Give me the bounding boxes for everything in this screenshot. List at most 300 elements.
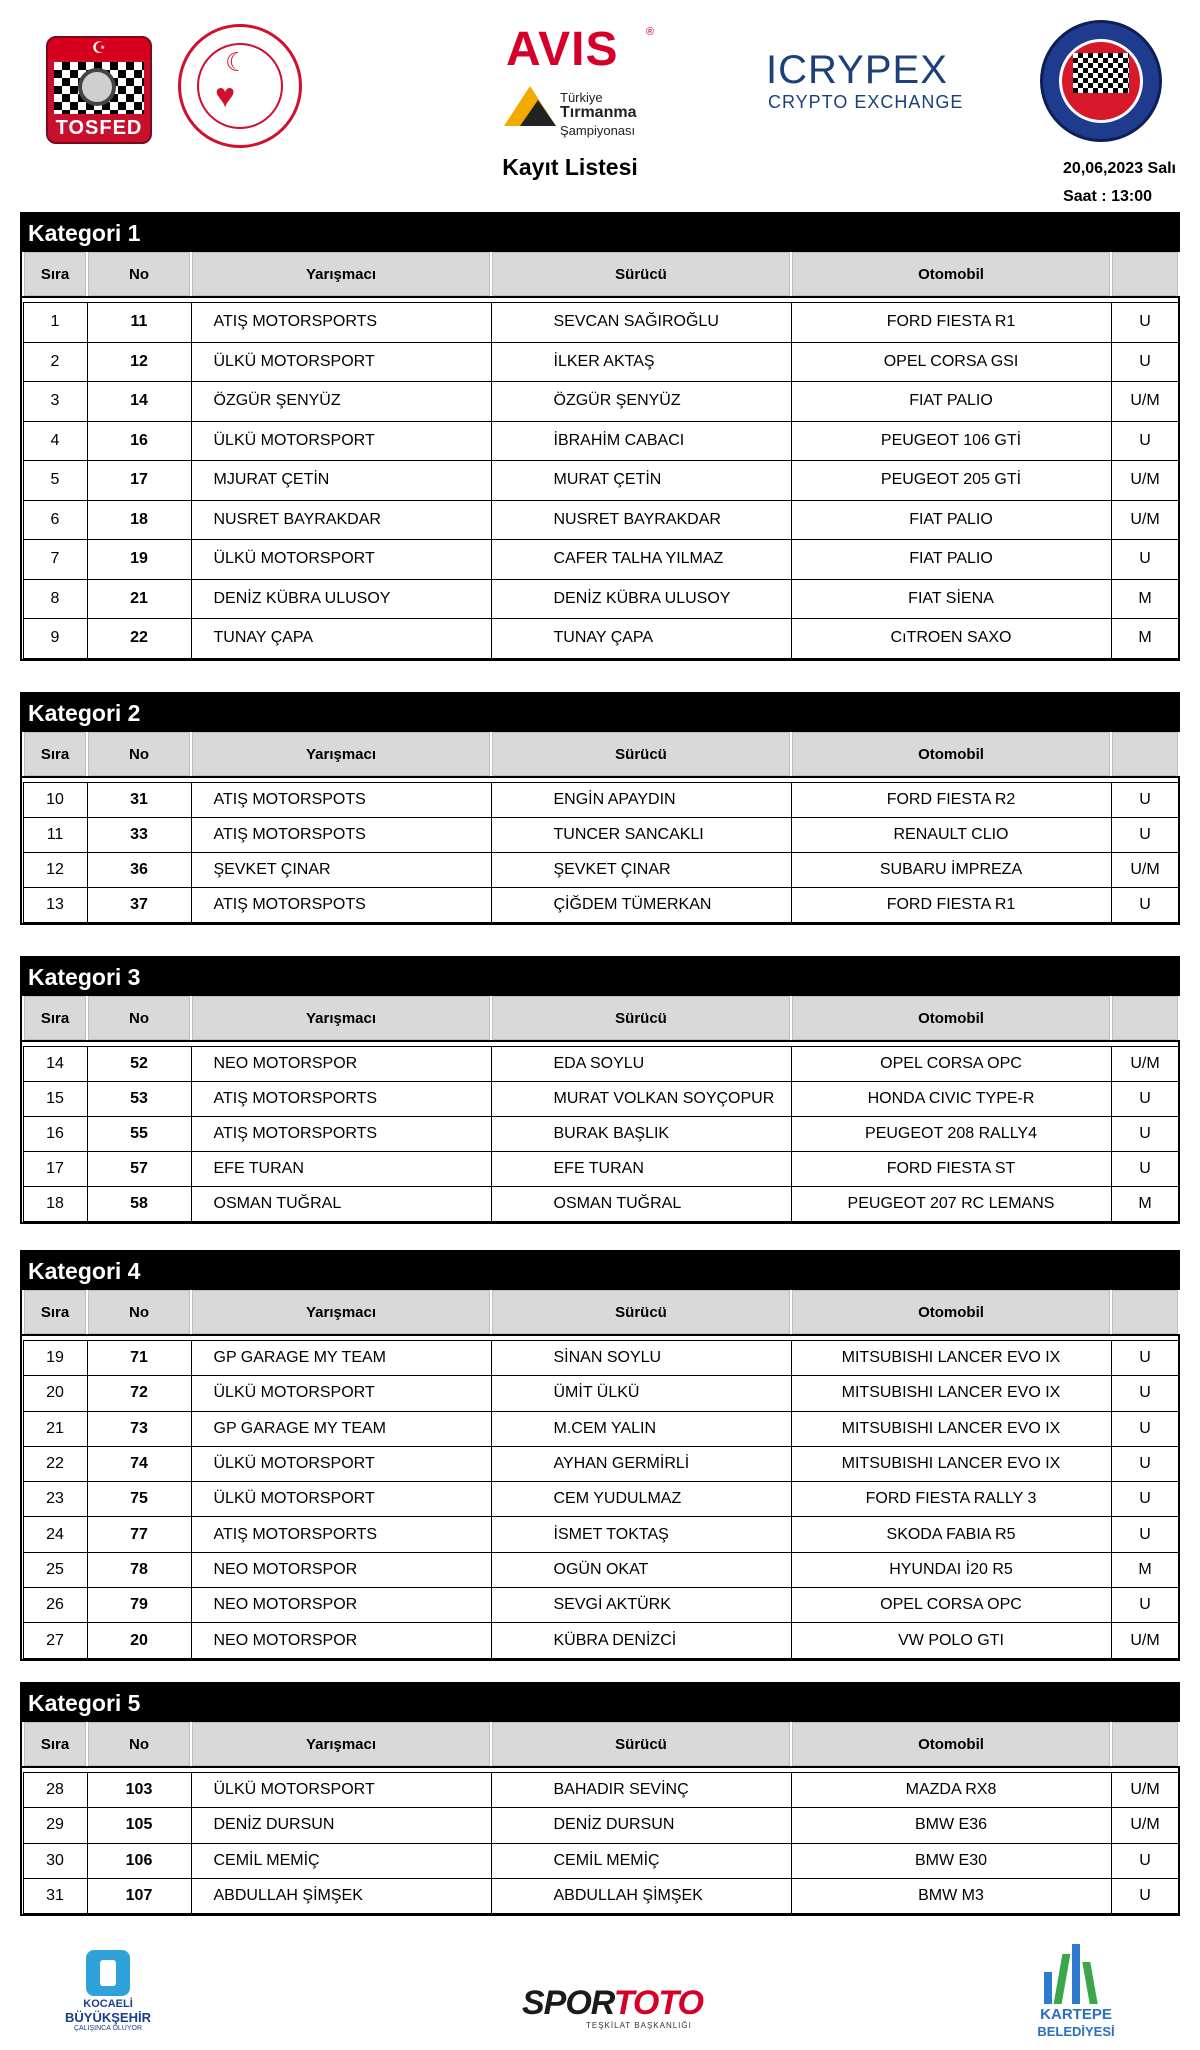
cell-sira: 19	[23, 1341, 87, 1376]
sportoto-logo-text	[522, 1984, 722, 2023]
championship-type: Tırmanma	[560, 104, 637, 121]
cell-otomobil: FIAT PALIO	[791, 540, 1111, 580]
table-row	[23, 1117, 1179, 1152]
cell-no: 14	[87, 382, 191, 422]
cell-yarismaci: ATIŞ MOTORSPOTS	[191, 818, 491, 853]
cell-surucu: CEMİL MEMİÇ	[491, 1843, 791, 1878]
cell-yarismaci: NEO MOTORSPOR	[191, 1552, 491, 1587]
cell-sira: 17	[23, 1152, 87, 1187]
cell-otomobil: FORD FIESTA RALLY 3	[791, 1482, 1111, 1517]
cell-sira: 3	[23, 382, 87, 422]
table-row	[23, 1843, 1179, 1878]
cell-otomobil: BMW E36	[791, 1808, 1111, 1843]
table-row	[23, 1187, 1179, 1222]
cell-no: 71	[87, 1341, 191, 1376]
cell-otomobil: PEUGEOT 207 RC LEMANS	[791, 1187, 1111, 1222]
cell-sinif: U	[1111, 1517, 1179, 1552]
cell-sinif: U	[1111, 1341, 1179, 1376]
cell-surucu: ÜMİT ÜLKÜ	[491, 1376, 791, 1411]
cell-surucu: SİNAN SOYLU	[491, 1341, 791, 1376]
avis-logo	[500, 22, 670, 142]
cell-surucu: SEVGİ AKTÜRK	[491, 1588, 791, 1623]
cell-surucu: DENİZ KÜBRA ULUSOY	[491, 579, 791, 619]
cell-surucu: BURAK BAŞLIK	[491, 1117, 791, 1152]
cell-sira: 25	[23, 1552, 87, 1587]
cell-sinif: U	[1111, 1376, 1179, 1411]
category-table	[22, 252, 1180, 659]
cell-yarismaci: ATIŞ MOTORSPORTS	[191, 1082, 491, 1117]
cell-yarismaci: ATIŞ MOTORSPORTS	[191, 1517, 491, 1552]
table-row	[23, 1376, 1179, 1411]
header-no: No	[87, 1722, 191, 1767]
table-row	[23, 1808, 1179, 1843]
header-otomobil: Otomobil	[791, 252, 1111, 297]
avis-logo-text: AVIS	[506, 23, 619, 76]
cell-yarismaci: ÜLKÜ MOTORSPORT	[191, 1446, 491, 1481]
cell-yarismaci: ÜLKÜ MOTORSPORT	[191, 1376, 491, 1411]
tosfed-logo	[46, 36, 152, 144]
table-header-row	[23, 732, 1179, 777]
cell-sinif: M	[1111, 1187, 1179, 1222]
cell-surucu: ENGİN APAYDIN	[491, 783, 791, 818]
ministry-logo	[178, 24, 302, 148]
cell-yarismaci: ÜLKÜ MOTORSPORT	[191, 342, 491, 382]
cell-sinif: M	[1111, 579, 1179, 619]
cell-surucu: DENİZ DURSUN	[491, 1808, 791, 1843]
cell-yarismaci: ATIŞ MOTORSPORTS	[191, 303, 491, 343]
cell-no: 79	[87, 1588, 191, 1623]
cell-surucu: AYHAN GERMİRLİ	[491, 1446, 791, 1481]
mountain-shadow-icon	[520, 100, 556, 126]
cell-otomobil: MITSUBISHI LANCER EVO IX	[791, 1341, 1111, 1376]
category-table	[22, 1722, 1180, 1914]
cell-surucu: MURAT VOLKAN SOYÇOPUR	[491, 1082, 791, 1117]
cell-sinif: U	[1111, 421, 1179, 461]
cell-sinif: U	[1111, 783, 1179, 818]
cell-yarismaci: ŞEVKET ÇINAR	[191, 853, 491, 888]
table-row	[23, 1047, 1179, 1082]
header-sinif	[1111, 732, 1179, 777]
header-no: No	[87, 996, 191, 1041]
cell-sira: 14	[23, 1047, 87, 1082]
sportoto-subtext: TEŞKİLAT BAŞKANLIĞI	[586, 2021, 692, 2030]
header-yarismaci: Yarışmacı	[191, 1290, 491, 1335]
registered-mark: ®	[646, 26, 655, 38]
category-table	[22, 1290, 1180, 1659]
cell-surucu: TUNCER SANCAKLI	[491, 818, 791, 853]
cell-surucu: EFE TURAN	[491, 1152, 791, 1187]
cell-no: 74	[87, 1446, 191, 1481]
cell-surucu: İSMET TOKTAŞ	[491, 1517, 791, 1552]
cell-otomobil: CıTROEN SAXO	[791, 619, 1111, 659]
checkered-flag-icon	[1073, 53, 1129, 93]
cell-surucu: BAHADIR SEVİNÇ	[491, 1773, 791, 1808]
cell-surucu: EDA SOYLU	[491, 1047, 791, 1082]
cell-otomobil: BMW M3	[791, 1878, 1111, 1913]
cell-surucu: CEM YUDULMAZ	[491, 1482, 791, 1517]
kartepe-bar-icon	[1082, 1962, 1097, 2004]
cell-yarismaci: GP GARAGE MY TEAM	[191, 1341, 491, 1376]
cell-surucu: ÖZGÜR ŞENYÜZ	[491, 382, 791, 422]
cell-surucu: SEVCAN SAĞIROĞLU	[491, 303, 791, 343]
header-surucu: Sürücü	[491, 252, 791, 297]
cell-surucu: M.CEM YALIN	[491, 1411, 791, 1446]
cell-surucu: TUNAY ÇAPA	[491, 619, 791, 659]
table-row	[23, 1082, 1179, 1117]
table-row	[23, 783, 1179, 818]
header-yarismaci: Yarışmacı	[191, 252, 491, 297]
cell-surucu: MURAT ÇETİN	[491, 461, 791, 501]
cell-otomobil: PEUGEOT 208 RALLY4	[791, 1117, 1111, 1152]
category-title: Kategori 5	[22, 1684, 1178, 1722]
cell-otomobil: MAZDA RX8	[791, 1773, 1111, 1808]
cell-surucu: KÜBRA DENİZCİ	[491, 1623, 791, 1658]
header-surucu: Sürücü	[491, 1722, 791, 1767]
cell-no: 36	[87, 853, 191, 888]
sportoto-logo-part-2: TOTO	[613, 1984, 703, 2022]
cell-sira: 2	[23, 342, 87, 382]
kocaeli-symbol-icon	[86, 1950, 130, 1996]
kartepe-bar-icon	[1072, 1944, 1080, 2004]
cell-no: 72	[87, 1376, 191, 1411]
cell-sira: 4	[23, 421, 87, 461]
cell-otomobil: MITSUBISHI LANCER EVO IX	[791, 1376, 1111, 1411]
table-row	[23, 1446, 1179, 1481]
table-row	[23, 1341, 1179, 1376]
cell-otomobil: HONDA CIVIC TYPE-R	[791, 1082, 1111, 1117]
cell-sinif: U	[1111, 1843, 1179, 1878]
cell-otomobil: PEUGEOT 106 GTİ	[791, 421, 1111, 461]
cell-sira: 30	[23, 1843, 87, 1878]
cell-otomobil: BMW E30	[791, 1843, 1111, 1878]
steering-wheel-icon	[78, 68, 116, 106]
table-header-row	[23, 1290, 1179, 1335]
cell-sira: 7	[23, 540, 87, 580]
table-row	[23, 500, 1179, 540]
cell-otomobil: OPEL CORSA OPC	[791, 1047, 1111, 1082]
header-sira: Sıra	[23, 1290, 87, 1335]
table-row	[23, 1517, 1179, 1552]
cell-sinif: U/M	[1111, 500, 1179, 540]
header-yarismaci: Yarışmacı	[191, 732, 491, 777]
header-sinif	[1111, 1722, 1179, 1767]
cell-surucu: CAFER TALHA YILMAZ	[491, 540, 791, 580]
cell-sinif: U/M	[1111, 1808, 1179, 1843]
table-row	[23, 1773, 1179, 1808]
header-surucu: Sürücü	[491, 732, 791, 777]
header-sira: Sıra	[23, 1722, 87, 1767]
cell-sinif: U	[1111, 1411, 1179, 1446]
kartepe-logo	[1028, 1944, 1124, 2040]
cell-sinif: U/M	[1111, 1623, 1179, 1658]
cell-sira: 15	[23, 1082, 87, 1117]
crescent-star-icon: ☪	[48, 38, 150, 60]
cell-sinif: U	[1111, 1152, 1179, 1187]
category-title: Kategori 4	[22, 1252, 1178, 1290]
cell-yarismaci: ATIŞ MOTORSPOTS	[191, 888, 491, 923]
cell-no: 18	[87, 500, 191, 540]
table-row	[23, 888, 1179, 923]
cell-yarismaci: ÖZGÜR ŞENYÜZ	[191, 382, 491, 422]
table-row	[23, 342, 1179, 382]
cell-sinif: U	[1111, 818, 1179, 853]
cell-yarismaci: DENİZ DURSUN	[191, 1808, 491, 1843]
cell-no: 75	[87, 1482, 191, 1517]
table-row	[23, 579, 1179, 619]
date-text: 20,06,2023 Salı	[1063, 160, 1176, 177]
cell-surucu: OGÜN OKAT	[491, 1552, 791, 1587]
cell-otomobil: FORD FIESTA R1	[791, 888, 1111, 923]
cell-otomobil: MITSUBISHI LANCER EVO IX	[791, 1411, 1111, 1446]
cell-sira: 10	[23, 783, 87, 818]
cell-yarismaci: EFE TURAN	[191, 1152, 491, 1187]
cell-no: 22	[87, 619, 191, 659]
cell-sira: 18	[23, 1187, 87, 1222]
cell-sira: 5	[23, 461, 87, 501]
cell-yarismaci: ÜLKÜ MOTORSPORT	[191, 1482, 491, 1517]
kartepe-bar-icon	[1044, 1972, 1052, 2004]
category-title: Kategori 3	[22, 958, 1178, 996]
cell-sinif: U	[1111, 1482, 1179, 1517]
cell-yarismaci: ATIŞ MOTORSPORTS	[191, 1117, 491, 1152]
cell-sinif: U/M	[1111, 853, 1179, 888]
table-row	[23, 1588, 1179, 1623]
cell-otomobil: OPEL CORSA OPC	[791, 1588, 1111, 1623]
kosder-logo	[1040, 20, 1162, 142]
cell-otomobil: FIAT SİENA	[791, 579, 1111, 619]
cell-no: 77	[87, 1517, 191, 1552]
cell-no: 107	[87, 1878, 191, 1913]
icrypex-logo-text: ICRYPEX	[766, 48, 948, 92]
category-section	[20, 212, 1180, 661]
cell-sinif: U/M	[1111, 461, 1179, 501]
cell-no: 21	[87, 579, 191, 619]
cell-sira: 16	[23, 1117, 87, 1152]
header-sira: Sıra	[23, 732, 87, 777]
table-row	[23, 619, 1179, 659]
table-header-row	[23, 996, 1179, 1041]
cell-sira: 13	[23, 888, 87, 923]
cell-yarismaci: OSMAN TUĞRAL	[191, 1187, 491, 1222]
cell-no: 37	[87, 888, 191, 923]
header-sira: Sıra	[23, 996, 87, 1041]
cell-no: 33	[87, 818, 191, 853]
cell-sinif: U/M	[1111, 382, 1179, 422]
cell-sira: 6	[23, 500, 87, 540]
cell-no: 53	[87, 1082, 191, 1117]
header-sinif	[1111, 996, 1179, 1041]
cell-sira: 11	[23, 818, 87, 853]
cell-otomobil: FORD FIESTA ST	[791, 1152, 1111, 1187]
cell-no: 52	[87, 1047, 191, 1082]
table-row	[23, 1411, 1179, 1446]
category-section	[20, 1250, 1180, 1661]
cell-sinif: U/M	[1111, 1047, 1179, 1082]
cell-sinif: U/M	[1111, 1773, 1179, 1808]
page-header	[0, 0, 1200, 220]
cell-sinif: U	[1111, 342, 1179, 382]
cell-otomobil: HYUNDAI İ20 R5	[791, 1552, 1111, 1587]
cell-no: 12	[87, 342, 191, 382]
category-table	[22, 732, 1180, 923]
header-yarismaci: Yarışmacı	[191, 996, 491, 1041]
table-row	[23, 382, 1179, 422]
cell-no: 55	[87, 1117, 191, 1152]
cell-sinif: U	[1111, 1878, 1179, 1913]
header-no: No	[87, 252, 191, 297]
cell-sira: 8	[23, 579, 87, 619]
header-sinif	[1111, 1290, 1179, 1335]
page-title: Kayıt Listesi	[502, 154, 638, 180]
table-header-row	[23, 252, 1179, 297]
cell-no: 20	[87, 1623, 191, 1658]
cell-no: 103	[87, 1773, 191, 1808]
cell-no: 16	[87, 421, 191, 461]
cell-yarismaci: MJURAT ÇETİN	[191, 461, 491, 501]
category-section	[20, 692, 1180, 925]
cell-sira: 23	[23, 1482, 87, 1517]
cell-no: 106	[87, 1843, 191, 1878]
cell-no: 73	[87, 1411, 191, 1446]
header-otomobil: Otomobil	[791, 1722, 1111, 1767]
cell-sira: 31	[23, 1878, 87, 1913]
cell-sinif: M	[1111, 1552, 1179, 1587]
category-table	[22, 996, 1180, 1222]
table-row	[23, 1878, 1179, 1913]
cell-otomobil: FORD FIESTA R2	[791, 783, 1111, 818]
cell-no: 57	[87, 1152, 191, 1187]
table-row	[23, 818, 1179, 853]
cell-otomobil: VW POLO GTI	[791, 1623, 1111, 1658]
cell-yarismaci: ATIŞ MOTORSPOTS	[191, 783, 491, 818]
header-otomobil: Otomobil	[791, 732, 1111, 777]
kocaeli-slogan: ÇALIŞINCA OLUYOR	[73, 2025, 143, 2032]
cell-otomobil: FIAT PALIO	[791, 500, 1111, 540]
cell-surucu: ŞEVKET ÇINAR	[491, 853, 791, 888]
header-yarismaci: Yarışmacı	[191, 1722, 491, 1767]
table-row	[23, 1152, 1179, 1187]
kartepe-logo-text: KARTEPE	[1040, 2006, 1112, 2023]
cell-no: 17	[87, 461, 191, 501]
table-row	[23, 461, 1179, 501]
cell-sinif: U	[1111, 1117, 1179, 1152]
cell-otomobil: SUBARU İMPREZA	[791, 853, 1111, 888]
cell-sinif: U	[1111, 1082, 1179, 1117]
table-row	[23, 421, 1179, 461]
cell-otomobil: SKODA FABIA R5	[791, 1517, 1111, 1552]
cell-sira: 28	[23, 1773, 87, 1808]
cell-yarismaci: ÜLKÜ MOTORSPORT	[191, 540, 491, 580]
cell-sira: 29	[23, 1808, 87, 1843]
cell-sira: 26	[23, 1588, 87, 1623]
cell-sinif: U	[1111, 888, 1179, 923]
cell-sira: 1	[23, 303, 87, 343]
table-row	[23, 1482, 1179, 1517]
sportoto-logo-part-1: SPOR	[522, 1984, 614, 2022]
cell-yarismaci: NEO MOTORSPOR	[191, 1588, 491, 1623]
cell-surucu: OSMAN TUĞRAL	[491, 1187, 791, 1222]
cell-no: 105	[87, 1808, 191, 1843]
cell-otomobil: RENAULT CLIO	[791, 818, 1111, 853]
table-row	[23, 1552, 1179, 1587]
championship-word: Şampiyonası	[560, 123, 636, 138]
cell-no: 11	[87, 303, 191, 343]
cell-surucu: ABDULLAH ŞİMŞEK	[491, 1878, 791, 1913]
cell-sira: 9	[23, 619, 87, 659]
header-sira: Sıra	[23, 252, 87, 297]
table-header-row	[23, 1722, 1179, 1767]
table-row	[23, 540, 1179, 580]
crescent-icon: ☾	[225, 47, 249, 77]
championship-country: Türkiye	[560, 90, 603, 105]
cell-otomobil: MITSUBISHI LANCER EVO IX	[791, 1446, 1111, 1481]
header-no: No	[87, 1290, 191, 1335]
kocaeli-logo-text: KOCAELİ	[83, 1998, 133, 2010]
cell-sira: 21	[23, 1411, 87, 1446]
cell-no: 78	[87, 1552, 191, 1587]
cell-sinif: U	[1111, 1446, 1179, 1481]
tosfed-logo-text: TOSFED	[55, 117, 143, 139]
header-surucu: Sürücü	[491, 1290, 791, 1335]
cell-otomobil: FORD FIESTA R1	[791, 303, 1111, 343]
header-otomobil: Otomobil	[791, 996, 1111, 1041]
cell-surucu: ÇİĞDEM TÜMERKAN	[491, 888, 791, 923]
header-otomobil: Otomobil	[791, 1290, 1111, 1335]
cell-sinif: U	[1111, 1588, 1179, 1623]
cell-sira: 20	[23, 1376, 87, 1411]
cell-no: 58	[87, 1187, 191, 1222]
cell-sinif: U	[1111, 303, 1179, 343]
cell-yarismaci: TUNAY ÇAPA	[191, 619, 491, 659]
header-sinif	[1111, 252, 1179, 297]
cell-sira: 12	[23, 853, 87, 888]
cell-sira: 24	[23, 1517, 87, 1552]
cell-sinif: U	[1111, 540, 1179, 580]
figure-icon: ♥	[215, 77, 236, 115]
kocaeli-logo-text-2: BÜYÜKŞEHİR	[65, 2010, 151, 2025]
cell-surucu: NUSRET BAYRAKDAR	[491, 500, 791, 540]
cell-yarismaci: NUSRET BAYRAKDAR	[191, 500, 491, 540]
cell-sira: 27	[23, 1623, 87, 1658]
category-title: Kategori 2	[22, 694, 1178, 732]
kartepe-bar-icon	[1054, 1954, 1071, 2004]
header-surucu: Sürücü	[491, 996, 791, 1041]
category-title: Kategori 1	[22, 214, 1178, 252]
cell-sinif: M	[1111, 619, 1179, 659]
cell-yarismaci: NEO MOTORSPOR	[191, 1047, 491, 1082]
cell-otomobil: FIAT PALIO	[791, 382, 1111, 422]
table-row	[23, 1623, 1179, 1658]
time-text: Saat : 13:00	[1063, 188, 1152, 205]
cell-yarismaci: GP GARAGE MY TEAM	[191, 1411, 491, 1446]
category-section	[20, 1682, 1180, 1916]
cell-yarismaci: DENİZ KÜBRA ULUSOY	[191, 579, 491, 619]
table-row	[23, 853, 1179, 888]
header-no: No	[87, 732, 191, 777]
icrypex-logo	[760, 48, 970, 118]
cell-surucu: İLKER AKTAŞ	[491, 342, 791, 382]
cell-no: 31	[87, 783, 191, 818]
kartepe-logo-text-2: BELEDİYESİ	[1037, 2024, 1115, 2039]
cell-yarismaci: ABDULLAH ŞİMŞEK	[191, 1878, 491, 1913]
cell-yarismaci: CEMİL MEMİÇ	[191, 1843, 491, 1878]
cell-sira: 22	[23, 1446, 87, 1481]
cell-otomobil: PEUGEOT 205 GTİ	[791, 461, 1111, 501]
cell-yarismaci: ÜLKÜ MOTORSPORT	[191, 421, 491, 461]
icrypex-logo-subtext: CRYPTO EXCHANGE	[768, 92, 964, 112]
cell-otomobil: OPEL CORSA GSI	[791, 342, 1111, 382]
table-row	[23, 303, 1179, 343]
